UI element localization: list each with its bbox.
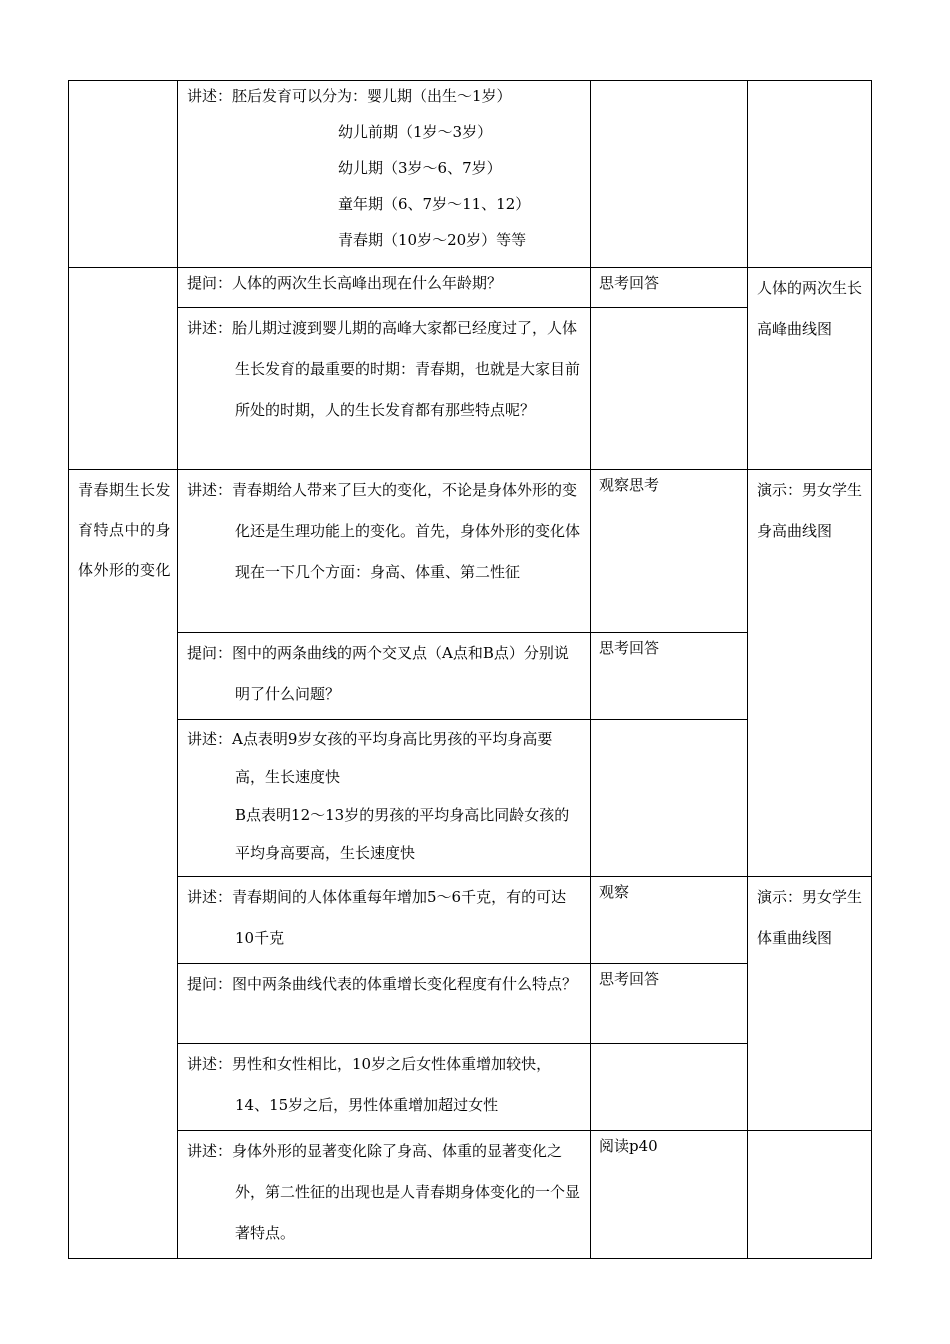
content-cell (178, 268, 591, 308)
media-cell (748, 268, 872, 470)
content-cell (178, 1131, 591, 1259)
question-text: 提问：人体的两次生长高峰出现在什么年龄期？ (187, 274, 503, 292)
question-text: 提问：图中两条曲线代表的体重增长变化程度有什么特点？ (187, 975, 578, 993)
activity-text: 思考回答 (599, 639, 660, 657)
content-cell (178, 1044, 591, 1131)
activity-text: 阅读p40 (599, 1137, 658, 1155)
content-cell (178, 470, 591, 633)
content-cell (178, 81, 591, 268)
activity-cell (591, 81, 748, 268)
table-row (69, 877, 872, 964)
table-row (69, 268, 872, 308)
lesson-plan-table (68, 80, 872, 1259)
narration-text: 讲述：青春期给人带来了巨大的变化，不论是身体外形的变化还是生理功能上的变化。首先，身体外形的变化体现在一下几个方面：身高、体重、第二性征 (187, 481, 581, 581)
narration-text: B点表明12～13岁的男孩的平均身高比同龄女孩的平均身高要高，生长速度快 (235, 806, 570, 862)
activity-cell (591, 964, 748, 1044)
activity-text: 思考回答 (599, 970, 660, 988)
media-text: 人体的两次生长高峰曲线图 (757, 279, 863, 338)
stage-cell-empty (69, 81, 178, 268)
activity-text: 思考回答 (599, 274, 660, 292)
content-line: 幼儿前期（1岁～3岁） (338, 123, 493, 141)
activity-cell (591, 1044, 748, 1131)
content-cell (178, 877, 591, 964)
narration-text: 讲述：青春期间的人体体重每年增加5～6千克，有的可达10千克 (187, 888, 567, 947)
content-cell (178, 720, 591, 877)
activity-text: 观察思考 (599, 476, 660, 494)
stage-cell (69, 470, 178, 1259)
narration-text: 讲述：身体外形的显著变化除了身高、体重的显著变化之外，第二性征的出现也是人青春期身体变化的一个显著特点。 (187, 1142, 581, 1242)
content-line: 幼儿期（3岁～6、7岁） (338, 159, 502, 177)
content-line: 讲述：胚后发育可以分为：婴儿期（出生～1岁） (187, 87, 512, 105)
narration-text: 讲述：胎儿期过渡到婴儿期的高峰大家都已经度过了，人体生长发育的最重要的时期：青春期，也就是大家目前所处的时期，人的生长发育都有那些特点呢？ (187, 319, 581, 419)
narration-text: 讲述：A点表明9岁女孩的平均身高比男孩的平均身高要高，生长速度快 (187, 730, 553, 786)
activity-cell (591, 1131, 748, 1259)
media-cell (748, 81, 872, 268)
media-cell (748, 877, 872, 1131)
table-row (69, 81, 872, 268)
activity-cell (591, 633, 748, 720)
content-line: 青春期（10岁～20岁）等等 (338, 231, 527, 249)
stage-cell-empty (69, 268, 178, 470)
table-row (69, 1131, 872, 1259)
content-line: 童年期（6、7岁～11、12） (338, 195, 531, 213)
narration-text: 讲述：男性和女性相比，10岁之后女性体重增加较快，14、15岁之后，男性体重增加超过女性 (187, 1055, 552, 1114)
activity-cell (591, 877, 748, 964)
content-cell (178, 633, 591, 720)
activity-cell (591, 720, 748, 877)
activity-cell (591, 268, 748, 308)
activity-cell (591, 470, 748, 633)
media-text: 演示：男女学生体重曲线图 (757, 888, 863, 947)
media-cell (748, 470, 872, 877)
content-cell (178, 964, 591, 1044)
activity-text: 观察 (599, 883, 630, 901)
table-row (69, 470, 872, 633)
content-cell (178, 308, 591, 470)
activity-cell (591, 308, 748, 470)
media-cell (748, 1131, 872, 1259)
question-text: 提问：图中的两条曲线的两个交叉点（A点和B点）分别说明了什么问题？ (187, 644, 569, 703)
stage-text: 青春期生长发育特点中的身体外形的变化 (78, 481, 172, 579)
media-text: 演示：男女学生身高曲线图 (757, 481, 863, 540)
